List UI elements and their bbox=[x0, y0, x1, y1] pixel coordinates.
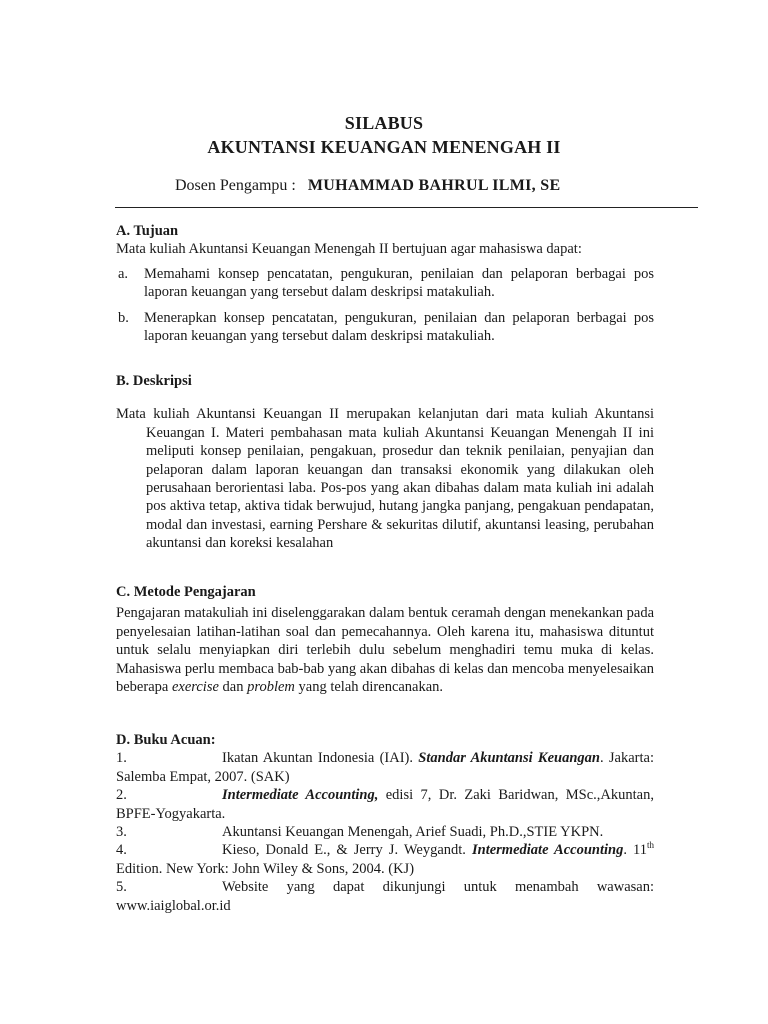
reference-title: Standar Akuntansi Keuangan bbox=[418, 750, 600, 767]
list-marker: a. bbox=[118, 265, 129, 282]
document-title: SILABUS bbox=[344, 113, 424, 133]
metode-text: dan bbox=[218, 679, 248, 696]
reference-text: Website yang dapat dikunjungi untuk menambah wawasan: www.iaiglobal.or.id bbox=[116, 879, 654, 914]
reference-number: 5. bbox=[116, 879, 127, 896]
lecturer-name: MUHAMMAD BAHRUL ILMI, SE bbox=[307, 177, 561, 194]
section-metode bbox=[116, 583, 654, 696]
reference-item bbox=[116, 823, 654, 841]
metode-body bbox=[116, 604, 654, 696]
reference-number: 1. bbox=[116, 750, 127, 767]
reference-title: Intermediate Accounting bbox=[471, 842, 624, 859]
lecturer-label: Dosen Pengampu : bbox=[175, 177, 296, 194]
reference-item bbox=[116, 878, 654, 915]
reference-text: . 11 bbox=[623, 842, 647, 859]
section-deskripsi bbox=[116, 372, 654, 553]
metode-italic-exercise: exercise bbox=[171, 679, 219, 696]
section-heading-tujuan: A. Tujuan bbox=[116, 223, 179, 239]
reference-item bbox=[116, 749, 654, 786]
metode-text: yang telah direncanakan. bbox=[294, 679, 444, 696]
section-tujuan bbox=[116, 222, 654, 345]
deskripsi-body: Mata kuliah Akuntansi Keuangan II merupakan kelanjutan dari mata kuliah Akuntansi Keuangan I. Materi pembahasan mata kuliah Akuntansi Keuangan Menengah II ini meliputi konsep penilaian, pengakuan, prosedur dan teknik penilaian, penyajian dan pelaporan dalam laporan keuangan dan transaksi ekonomik yang dilakukan oleh perusahaan berorientasi laba. Pos-pos yang akan dibahas dalam mata kuliah ini adalah pos aktiva tetap, aktiva tidak berwujud, hutang jangka panjang, pengakuan pendapatan, modal dan investasi, earning Pershare & sekuritas dilutif, akuntansi leasing, perubahan akuntansi dan koreksi kesalahan bbox=[116, 406, 654, 552]
metode-text: Pengajaran matakuliah ini diselenggarakan dalam bentuk ceramah dengan menekankan pada penyelesaian latihan-latihan soal dan pemecahannya. Oleh karena itu, mahasiswa dituntut untuk selalu menyiapkan diri terlebih dulu sebelum menghadiri temu muka di kelas. Mahasiswa perlu membaca bab-bab yang akan dibahas di kelas dan mencoba menyelesaikan beberapa bbox=[116, 605, 654, 696]
reference-title: Intermediate Accounting, bbox=[222, 787, 379, 804]
section-buku bbox=[116, 731, 654, 915]
reference-number: 4. bbox=[116, 842, 127, 859]
reference-text: Edition. New York: John Wiley & Sons, 2004. (KJ) bbox=[116, 860, 415, 877]
section-heading-buku: D. Buku Acuan: bbox=[116, 732, 216, 748]
reference-text: Kieso, Donald E., & Jerry J. Weygandt. bbox=[222, 842, 472, 859]
reference-text: Ikatan Akuntan Indonesia (IAI). bbox=[222, 750, 419, 767]
reference-item bbox=[116, 841, 654, 878]
metode-italic-problem: problem bbox=[247, 679, 295, 696]
list-item-text: Memahami konsep pencatatan, pengukuran, penilaian dan pelaporan berbagai pos laporan keuangan yang tersebut dalam deskripsi matakuliah. bbox=[144, 265, 654, 301]
reference-text: edisi 7, Dr. Zaki Baridwan, MSc.,Akuntan, BPFE-Yogyakarta. bbox=[116, 787, 654, 822]
list-item-text: Menerapkan konsep pencatatan, pengukuran, penilaian dan pelaporan berbagai pos laporan keuangan yang tersebut dalam deskripsi matakuliah. bbox=[144, 309, 654, 345]
list-item bbox=[116, 265, 654, 302]
list-marker: b. bbox=[118, 309, 129, 326]
list-item bbox=[116, 309, 654, 346]
reference-number: 3. bbox=[116, 824, 127, 841]
reference-superscript: th bbox=[646, 840, 654, 851]
document-subtitle: AKUNTANSI KEUANGAN MENENGAH II bbox=[207, 137, 561, 157]
header-divider bbox=[115, 207, 698, 208]
section-heading-metode: C. Metode Pengajaran bbox=[116, 584, 256, 600]
reference-text: Akuntansi Keuangan Menengah, Arief Suadi, Ph.D.,STIE YKPN. bbox=[222, 824, 604, 841]
tujuan-intro: Mata kuliah Akuntansi Keuangan Menengah II bertujuan agar mahasiswa dapat: bbox=[116, 241, 582, 258]
reference-item bbox=[116, 786, 654, 823]
reference-number: 2. bbox=[116, 787, 127, 804]
reference-text: . Jakarta: Salemba Empat, 2007. (SAK) bbox=[116, 750, 654, 785]
lecturer-line bbox=[175, 177, 560, 195]
section-heading-deskripsi: B. Deskripsi bbox=[116, 373, 192, 389]
